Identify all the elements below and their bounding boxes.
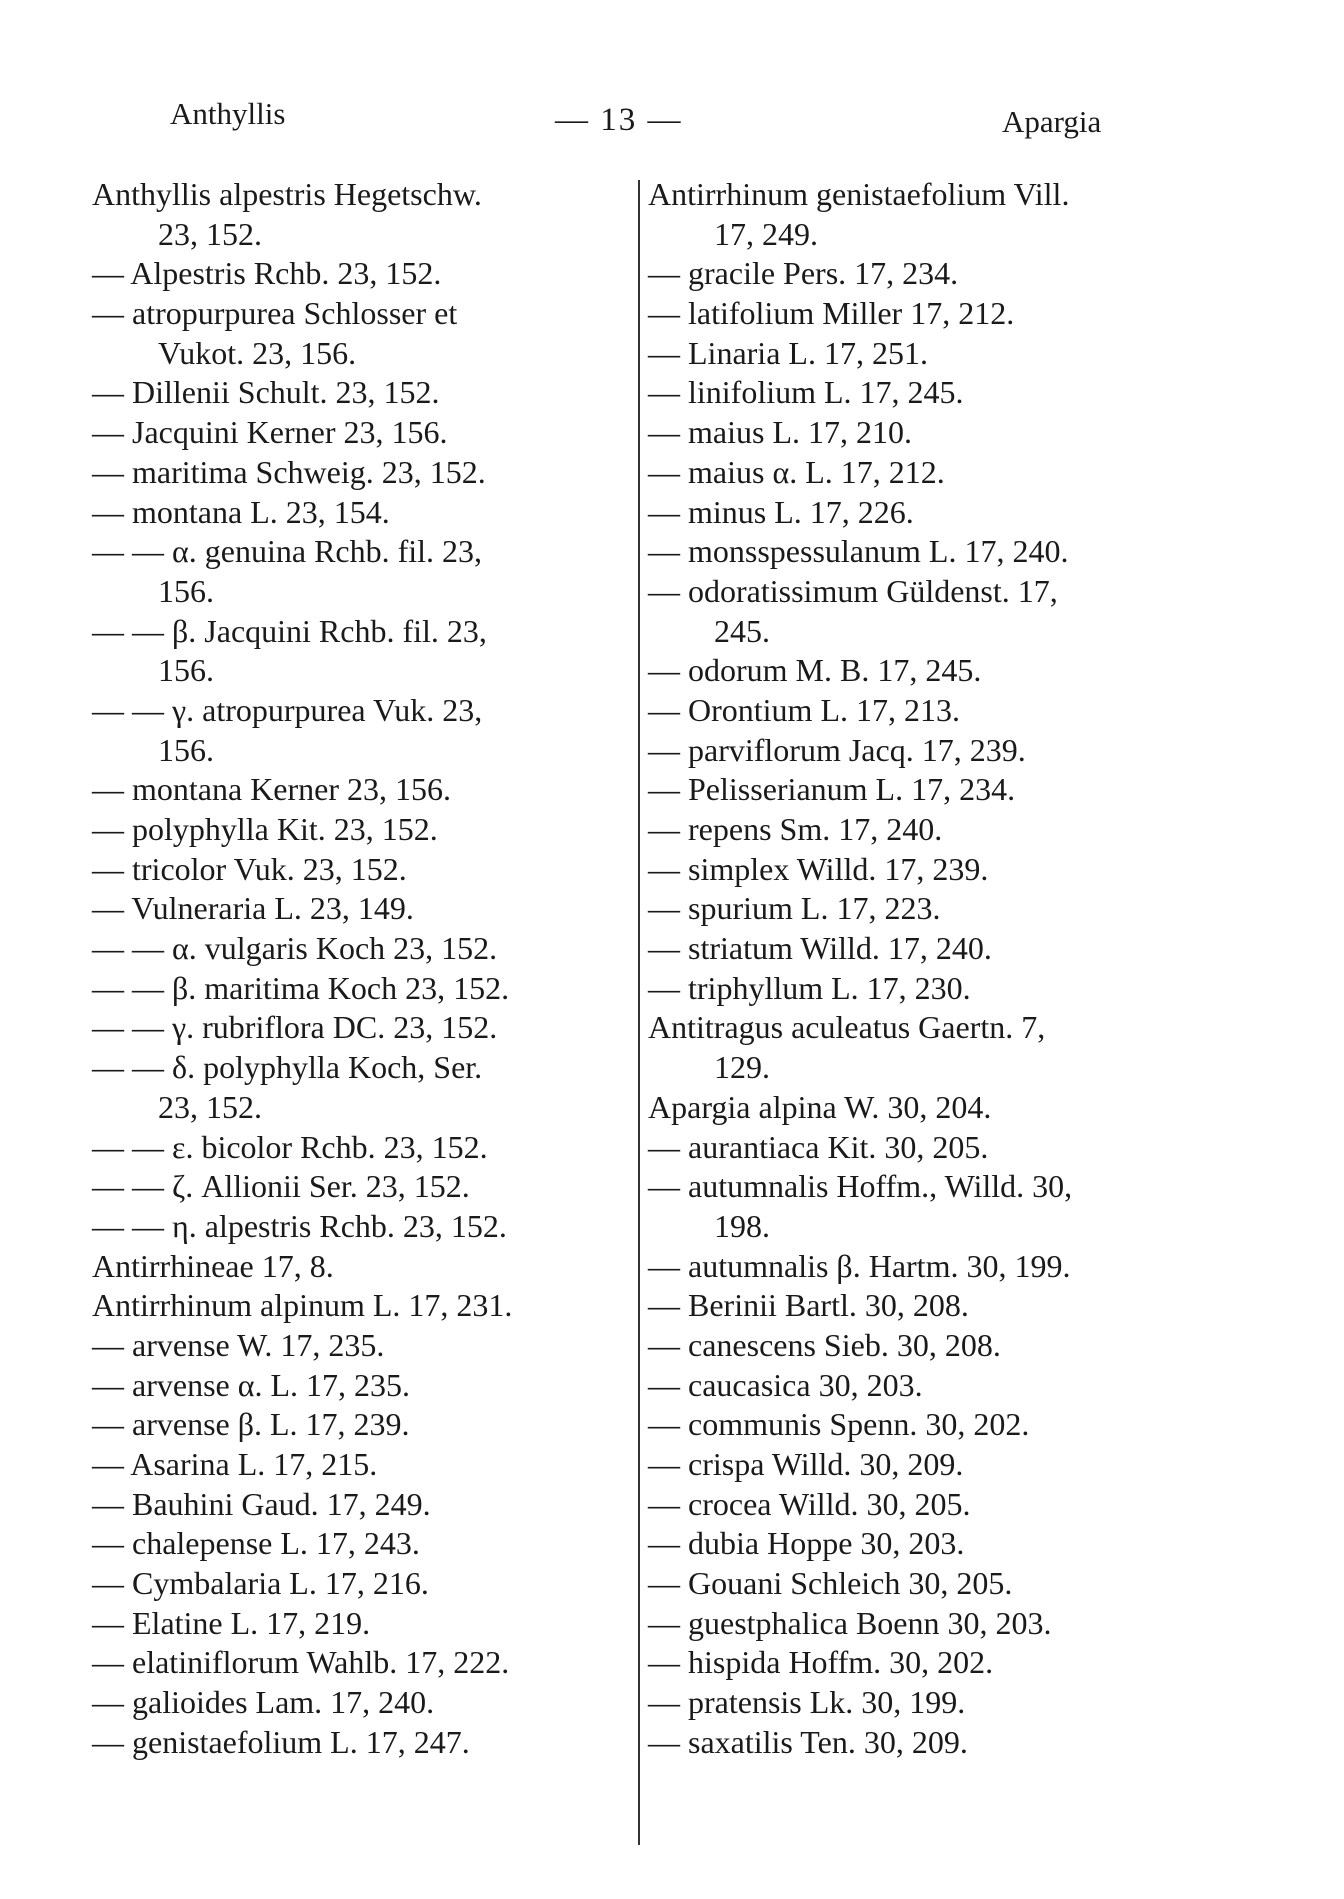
index-entry-line: — Gouani Schleich 30, 205. <box>648 1565 1013 1602</box>
index-entry-line: — repens Sm. 17, 240. <box>648 811 943 847</box>
index-entry-line: Antirrhinum alpinum L. 17, 231. <box>92 1287 513 1324</box>
index-entry-line: — galioides Lam. 17, 240. <box>92 1684 435 1721</box>
index-entry-line: — autumnalis Hoffm., Willd. 30, <box>648 1168 1073 1205</box>
index-entry-line: — caucasica 30, 203. <box>648 1366 923 1403</box>
index-entry-line: 156. <box>158 731 214 768</box>
index-entry-line: — odorum M. B. 17, 245. <box>648 652 982 689</box>
index-column-left <box>92 175 632 1763</box>
index-entry-line: — montana L. 23, 154. <box>92 493 390 530</box>
index-entry-line: 23, 152. <box>158 215 262 252</box>
index-entry-line: — hispida Hoffm. 30, 202. <box>648 1644 994 1681</box>
index-entry-line: 156. <box>158 572 214 609</box>
index-entry-line: — Bauhini Gaud. 17, 249. <box>92 1485 431 1522</box>
index-entry-line: — Elatine L. 17, 219. <box>92 1604 371 1641</box>
index-entry-line: — maius α. L. 17, 212. <box>648 453 945 490</box>
index-column-right <box>648 175 1188 1763</box>
index-entry-line: — saxatilis Ten. 30, 209. <box>648 1723 968 1760</box>
index-entry-line: — polyphylla Kit. 23, 152. <box>92 811 438 847</box>
column-divider <box>638 180 640 1845</box>
index-entry-line: — — γ. rubriflora DC. 23, 152. <box>92 1009 498 1046</box>
index-entry-line: — autumnalis β. Hartm. 30, 199. <box>648 1247 1071 1284</box>
index-entry-line: — latifolium Miller 17, 212. <box>648 295 1015 332</box>
index-entry-line: — — ζ. Allionii Ser. 23, 152. <box>92 1168 470 1205</box>
index-entry-line: Antitragus aculeatus Gaertn. 7, <box>648 1009 1046 1046</box>
index-entry-line: — Alpestris Rchb. 23, 152. <box>92 255 442 292</box>
index-entry-line: — minus L. 17, 226. <box>648 493 914 530</box>
running-header <box>0 96 1344 146</box>
index-entry-line: — monsspessulanum L. 17, 240. <box>648 533 1069 570</box>
index-entry-line: — odoratissimum Güldenst. 17, <box>648 572 1058 609</box>
index-entry-line: — dubia Hoppe 30, 203. <box>648 1525 965 1562</box>
index-entry-line: — — β. maritima Koch 23, 152. <box>92 969 510 1006</box>
index-entry-line: — Berinii Bartl. 30, 208. <box>648 1287 969 1324</box>
index-entry-line: — striatum Willd. 17, 240. <box>648 930 992 967</box>
index-entry-line: — linifolium L. 17, 245. <box>648 374 964 411</box>
index-entry-line: — canescens Sieb. 30, 208. <box>648 1326 1001 1363</box>
index-entry-line: — chalepense L. 17, 243. <box>92 1525 420 1562</box>
index-entry-line: — atropurpurea Schlosser et <box>92 295 458 332</box>
index-entry-line: Antirrhineae 17, 8. <box>92 1247 334 1284</box>
index-entry-line: — crispa Willd. 30, 209. <box>648 1446 964 1482</box>
index-entry-line: — pratensis Lk. 30, 199. <box>648 1684 966 1721</box>
index-entry-line: Apargia alpina W. 30, 204. <box>648 1088 992 1125</box>
index-entry-line: — spurium L. 17, 223. <box>648 890 941 927</box>
index-entry-line: Vukot. 23, 156. <box>158 334 357 371</box>
index-entry-line: — — δ. polyphylla Koch, Ser. <box>92 1049 483 1086</box>
index-entry-line: — Vulneraria L. 23, 149. <box>92 890 414 927</box>
index-entry-line: — Asarina L. 17, 215. <box>92 1446 378 1482</box>
index-entry-line: — simplex Willd. 17, 239. <box>648 850 989 887</box>
index-entry-line: — crocea Willd. 30, 205. <box>648 1485 971 1522</box>
index-entry-line: — Pelisserianum L. 17, 234. <box>648 771 1016 808</box>
index-entry-line: 245. <box>714 612 770 649</box>
index-entry-line: — — α. vulgaris Koch 23, 152. <box>92 930 498 967</box>
index-entry-line: — Linaria L. 17, 251. <box>648 334 928 371</box>
index-entry-line: — — α. genuina Rchb. fil. 23, <box>92 533 483 570</box>
index-entry-line: — Dillenii Schult. 23, 152. <box>92 374 440 411</box>
index-entry-line: 156. <box>158 652 214 689</box>
index-entry-line: 129. <box>714 1049 770 1086</box>
index-entry-line: — Cymbalaria L. 17, 216. <box>92 1565 429 1602</box>
index-entry-line: — guestphalica Boenn 30, 203. <box>648 1604 1052 1641</box>
index-entry-line: — elatiniflorum Wahlb. 17, 222. <box>92 1644 510 1681</box>
index-entry-line: — Orontium L. 17, 213. <box>648 691 960 728</box>
index-entry-line: — communis Spenn. 30, 202. <box>648 1406 1030 1443</box>
index-entry-line: — arvense α. L. 17, 235. <box>92 1366 411 1403</box>
index-entry-line: — tricolor Vuk. 23, 152. <box>92 850 407 887</box>
index-entry-line: — aurantiaca Kit. 30, 205. <box>648 1128 989 1165</box>
index-entry-line: — maius L. 17, 210. <box>648 414 912 451</box>
index-entry-line: Antirrhinum genistaefolium Vill. <box>648 176 1070 212</box>
index-entry-line: — parviflorum Jacq. 17, 239. <box>648 731 1026 768</box>
index-entry-line: Anthyllis alpestris Hegetschw. <box>92 176 482 212</box>
page-number: — 13 — <box>555 102 683 138</box>
index-entry-line: — — ε. bicolor Rchb. 23, 152. <box>92 1128 488 1165</box>
header-right-keyword: Apargia <box>1002 104 1102 139</box>
index-entry-line: — gracile Pers. 17, 234. <box>648 255 959 292</box>
index-entry-line: — — γ. atropurpurea Vuk. 23, <box>92 691 483 728</box>
index-entry-line: — maritima Schweig. 23, 152. <box>92 453 486 490</box>
index-entry-line: — arvense W. 17, 235. <box>92 1326 385 1363</box>
index-entry-line: — montana Kerner 23, 156. <box>92 771 452 808</box>
index-entry-line: 23, 152. <box>158 1088 262 1125</box>
index-entry-line: — — β. Jacquini Rchb. fil. 23, <box>92 612 487 649</box>
index-entry-line: — — η. alpestris Rchb. 23, 152. <box>92 1207 507 1244</box>
header-left-keyword: Anthyllis <box>170 96 286 131</box>
index-entry-line: — arvense β. L. 17, 239. <box>92 1406 410 1443</box>
index-entry-line: — triphyllum L. 17, 230. <box>648 969 971 1006</box>
index-entry-line: 198. <box>714 1207 770 1244</box>
index-entry-line: — Jacquini Kerner 23, 156. <box>92 414 448 451</box>
index-entry-line: 17, 249. <box>714 215 818 252</box>
index-entry-line: — genistaefolium L. 17, 247. <box>92 1723 470 1760</box>
